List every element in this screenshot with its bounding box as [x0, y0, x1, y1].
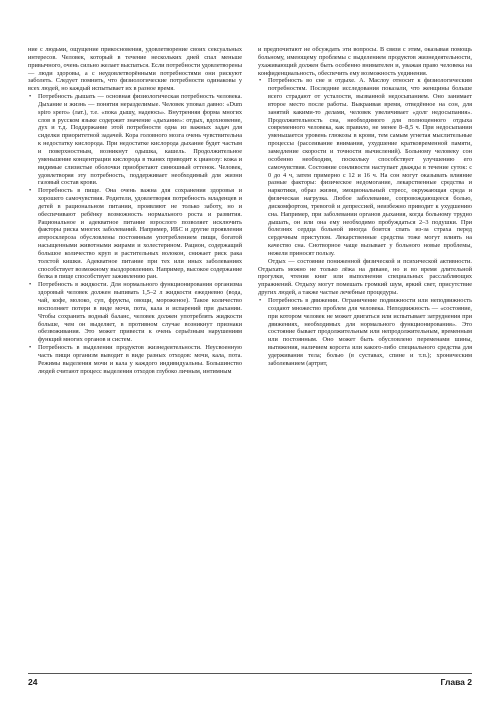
bullet-marker: •: [29, 187, 32, 195]
bullet-marker: •: [29, 281, 32, 289]
bullet-marker: •: [259, 77, 262, 85]
bullet-excretion: [28, 344, 242, 375]
bullet-movement: [258, 297, 472, 368]
intro-paragraph: ние с людьми, ощущение прикосновения, удовлетворение своих сексуальных интересов. Человек, который в течение нескольких дней спал меньше привычного, очень сильно желает выспаться. Если потребности удовлетворены — люди здоровы, а с неудовлетворёнными потребностями они рискуют заболеть. Следует помнить, что физиологические потребности одинаковы у всех людей, но каждый испытывает их в разное время.: [28, 46, 242, 93]
bullet-breathing: [28, 93, 242, 187]
continuation-paragraph: и предпочитают не обсуждать эти вопросы. В связи с этим, оказывая помощь больному, имеющему проблемы с выделением продуктов жизнедеятельности, ухаживающий должен быть особенно внимателен и, уважая право человека на конфиденциальность, обеспечить ему возможность уединения.: [258, 46, 472, 77]
bullet-sleep: [258, 77, 472, 257]
bullet-marker: •: [29, 93, 32, 101]
text-page: [28, 46, 472, 666]
chapter-label: Глава 2: [440, 677, 472, 687]
page-number: 24: [28, 677, 38, 687]
rest-paragraph: Отдых — состояние пониженной физической и психической активности. Отдыхать можно не только лёжа на диване, но и во время длительной прогулки, чтения книг или выполнения специальных расслабляющих упражнений. Отдыху могут помешать громкий шум, яркий свет, присутствие других людей, а также частые лечебные процедуры.: [258, 257, 472, 297]
bullet-food-text: Потребность в пище. Она очень важна для сохранения здоровья и хорошего самочувствия. Родители, удовлетворяя потребность младенцев и детей в рациональном питании, проявляют не только заботу, но и обеспечивают ребёнку возможность нормального роста и развития. Рациональное и адекватное питание взрослого позволяет исключить факторы риска многих заболеваний. Например, ИБС и другие проявления атеросклероза обусловлены постоянным употреблением пищи, богатой насыщенными животными жирами и холестерином. Рацион, содержащий большое количество круп и растительных волокон, снижает риск рака толстой кишки. Адекватное питание при тех или иных заболеваниях способствует возможному выздоровлению. Например, высокое содержание белка в пище способствует заживлению ран.: [38, 187, 242, 281]
bullet-food: [28, 187, 242, 281]
bullet-excretion-text: Потребность в выделении продуктов жизнедеятельности. Неусвоенную часть пищи организм выводит в виде разных отходов: мочи, кала, пота. Режимы выделения мочи и кала у каждого индивидуальны. Большинство людей считают процесс выделения отходов глубоко личным, интимным: [38, 344, 242, 375]
bullet-movement-text: Потребность в движении. Ограничение подвижности или неподвижность создают множество проблем для человека. Неподвижность — «состояние, при котором человек не может двигаться или испытывает затруднения при движениях, необходимых для нормального функционирования». Это состояние бывает продолжительным или непродолжительным, временным или постоянным. Оно может быть обусловлено переменами шины, вытяжения, наличием корсета или какого-либо специального средства для удерживания тела; болью (в суставах, спине и т.п.); хроническим заболеванием (артрит,: [268, 297, 472, 367]
bullet-fluid-text: Потребность в жидкости. Для нормального функционирования организма здоровый человек должен выпивать 1,5–2 л жидкости ежедневно (вода, чай, кофе, молоко, суп, фрукты, овощи, мороженое). Такое количество восполняет потери в виде мочи, пота, кала и испарений при дыхании. Чтобы сохранить водный баланс, человек должен употреблять жидкости больше, чем он выделяет, в противном случае возникнут признаки обезвоживания. Это может привести к очень серьёзным нарушениям функций многих органов и систем.: [38, 281, 242, 344]
bullet-marker: •: [259, 297, 262, 304]
bullet-breathing-text: Потребность дышать — основная физиологическая потребность человека. Дыхание и жизнь — понятия неразделимые. Человек уповал давно: «Dum spiro spero» (лат.), т.е. «пока дышу, надеюсь». Внутренняя форма многих слов в русском языке содержит значение «дыхание»: отдых, вдохновение, дух и т.д. Поддержание этой потребности одна из важных задач для сиделки приоритетной задачей. Кора головного мозга очень чувствительна к недостатку кислорода. При недостатке кислорода дыхание будет частым и поверхностным, возникнут одышка, кашель. Продолжительное уменьшение концентрации кислорода в тканях приводит к цианозу: кожа и видимые слизистые оболочки приобретают синюшный оттенок. Человек, удовлетворяя эту потребность, поддерживает необходимый для жизни газовый состав крови.: [38, 93, 242, 187]
bullet-fluid: [28, 281, 242, 344]
right-column: [258, 46, 472, 368]
bullet-marker: •: [29, 344, 32, 352]
bullet-sleep-text: Потребность во сне и отдыхе. А. Маслоу относит к физиологическим потребностям. Последние исследования показали, что женщины больше всего страдают от усталости, вызванной недосыпанием. Оно занимает второе место после работы. Выкраивая время, отведённое на сон, для занятий какими-то делами, человек увеличивает «долг недосыпания». Продолжительность сна, необходимого для полноценного отдыха современного человека, как правило, не менее 8–8,5 ч. При недосыпании уменьшается уровень глюкозы в крови, тем самым угнетая мыслительные процессы (рассеивание внимания, ухудшение кратковременной памяти, замедление скорости и точности вычислений). Больному человеку сон особенно необходим, поскольку способствует улучшению его самочувствия. Состояние сонливости наступает дважды в течение суток: с 0 до 4 ч, затем примерно с 12 и 16 ч. На сон могут оказывать влияние разные факторы: физическое недомогание, лекарственные средства и наркотики, образ жизни, эмоциональный стресс, окружающая среда и физическая нагрузка. Любое заболевание, сопровождающееся болью, дискомфортом, тревогой и депрессией, неизбежно приводит к ухудшению сна. Например, при заболевании органов дыхания, когда больному трудно дышать, он или она ему необходимо пробуждаться 2–3 подушки. При болезнях сердца больной иногда боится спать из-за страха перед сердечным приступом. Лекарственные средства тоже могут влиять на качество сна. Снотворное чаще вызывает у больного новые проблемы, нежели приносят пользу.: [268, 77, 472, 257]
left-column: [28, 46, 242, 375]
footer-divider: [28, 673, 472, 674]
